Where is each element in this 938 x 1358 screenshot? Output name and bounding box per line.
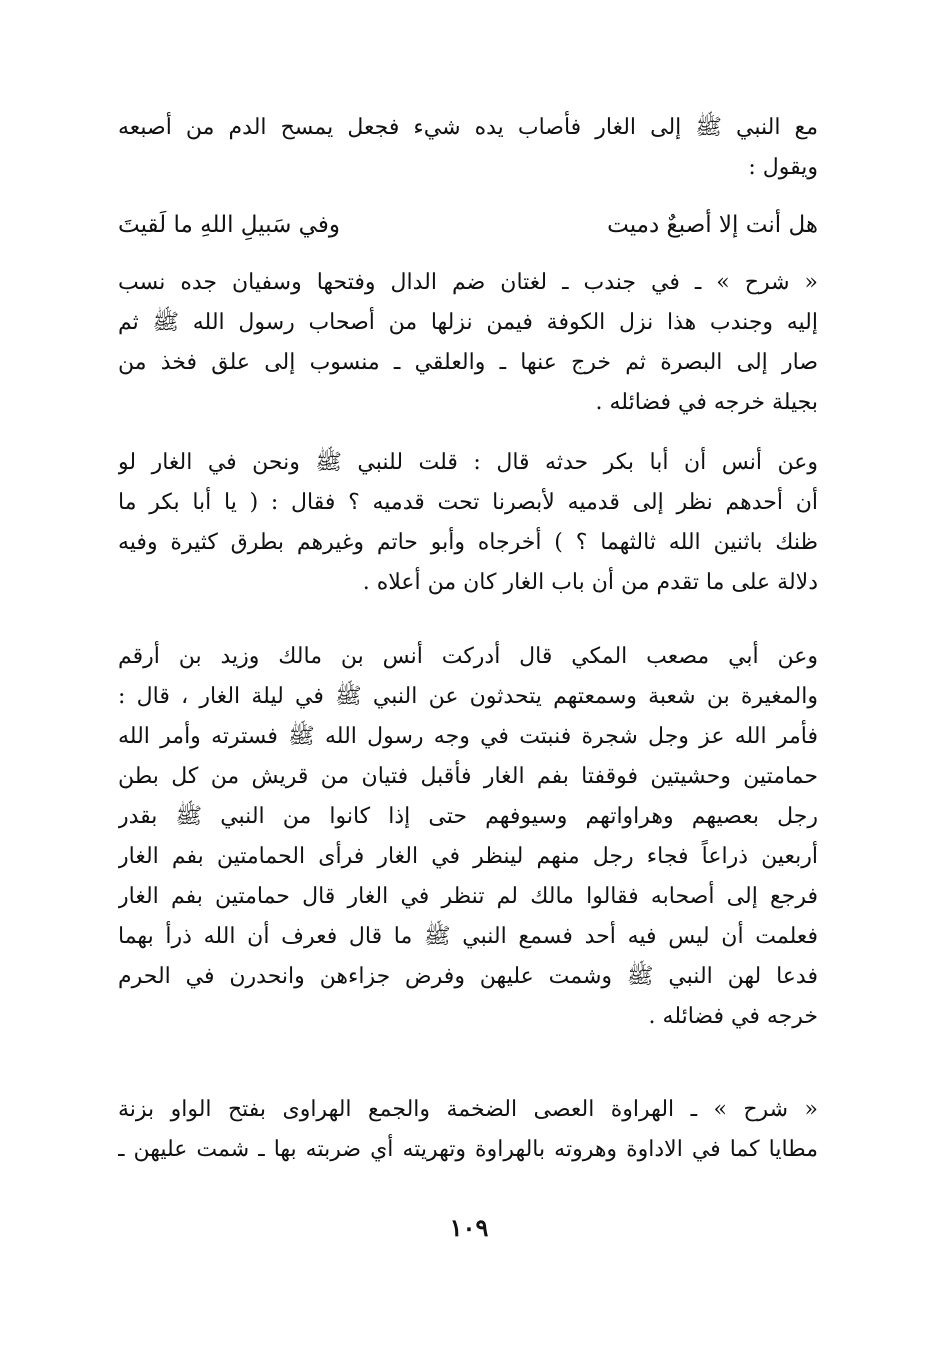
text-line: خرجه في فضائله . xyxy=(648,1004,818,1029)
text-line: فأمر الله عز وجل شجرة فنبتت في وجه رسول الله ﷺ فسترته وأمر الله xyxy=(118,724,818,749)
text-line: ويقول : xyxy=(748,155,818,180)
text-line: والمغيرة بن شعبة وسمعتهم يتحدثون عن النبي ﷺ في ليلة الغار ، قال : xyxy=(118,684,818,709)
text-line: أن أحدهم نظر إلى قدميه لأبصرنا تحت قدميه ؟ فقال : ( يا أبا بكر ما xyxy=(118,490,818,515)
hadith-paragraph-3 xyxy=(118,637,818,1037)
text-line: وعن أنس أن أبا بكر حدثه قال : قلت للنبي ﷺ ونحن في الغار لو xyxy=(118,450,818,475)
text-line: « شرح » ـ في جندب ـ لغتان ضم الدال وفتحها وسفيان جده نسب xyxy=(118,270,818,295)
text-line: فدعا لهن النبي ﷺ وشمت عليهن وفرض جزاءهن وانحدرن في الحرم xyxy=(118,964,818,989)
text-line: رجل بعصيهم وهراواتهم وسيوفهم حتى إذا كانوا من النبي ﷺ بقدر xyxy=(118,804,818,829)
text-line: فعلمت أن ليس فيه أحد فسمع النبي ﷺ ما قال فعرف أن الله ذرأ بهما xyxy=(118,924,818,949)
text-line: أربعين ذراعاً فجاء رجل منهم لينظر في الغار فرأى الحمامتين بفم الغار xyxy=(118,844,818,869)
text-line: إليه وجندب هذا نزل الكوفة فيمن نزلها من أصحاب رسول الله ﷺ ثم xyxy=(118,310,818,335)
text-line: بجيلة خرجه في فضائله . xyxy=(595,390,818,415)
page-number: ١٠٩ xyxy=(449,1213,489,1242)
text-line: دلالة على ما تقدم من أن باب الغار كان من أعلاه . xyxy=(362,570,818,595)
text-line: وعن أبي مصعب المكي قال أدركت أنس بن مالك وزيد بن أرقم xyxy=(118,644,818,669)
verse-second-hemistich: وفي سَبيلِ اللهِ ما لَقيتَ xyxy=(118,212,340,238)
text-line: مع النبي ﷺ إلى الغار فأصاب يده شيء فجعل يمسح الدم من أصبعه xyxy=(118,115,818,140)
sharh-paragraph-1 xyxy=(118,263,818,423)
intro-paragraph xyxy=(118,108,818,188)
sharh-paragraph-2 xyxy=(118,1090,818,1170)
text-line: مطايا كما في الاداوة وهروته بالهراوة وتهريته أي ضربته بها ـ شمت عليهن ـ xyxy=(118,1137,818,1162)
text-line: فرجع إلى أصحابه فقالوا مالك لم تنظر في الغار قال حمامتين بفم الغار xyxy=(118,884,818,909)
text-line: حمامتين وحشيتين فوقفتا بفم الغار فأقبل فتيان من قريش من كل بطن xyxy=(118,764,818,789)
text-line: ظنك باثنين الله ثالثهما ؟ ) أخرجاه وأبو حاتم وغيرهم بطرق كثيرة وفيه xyxy=(118,530,818,555)
verse-first-hemistich: هل أنت إلا أصبعٌ دميت xyxy=(607,212,818,238)
text-line: صار إلى البصرة ثم خرج عنها ـ والعلقي ـ منسوب إلى علق فخذ من xyxy=(118,350,818,375)
poetry-verse xyxy=(118,203,818,247)
hadith-paragraph-2 xyxy=(118,443,818,603)
text-line: « شرح » ـ الهراوة العصى الضخمة والجمع الهراوى بفتح الواو بزنة xyxy=(118,1097,818,1122)
